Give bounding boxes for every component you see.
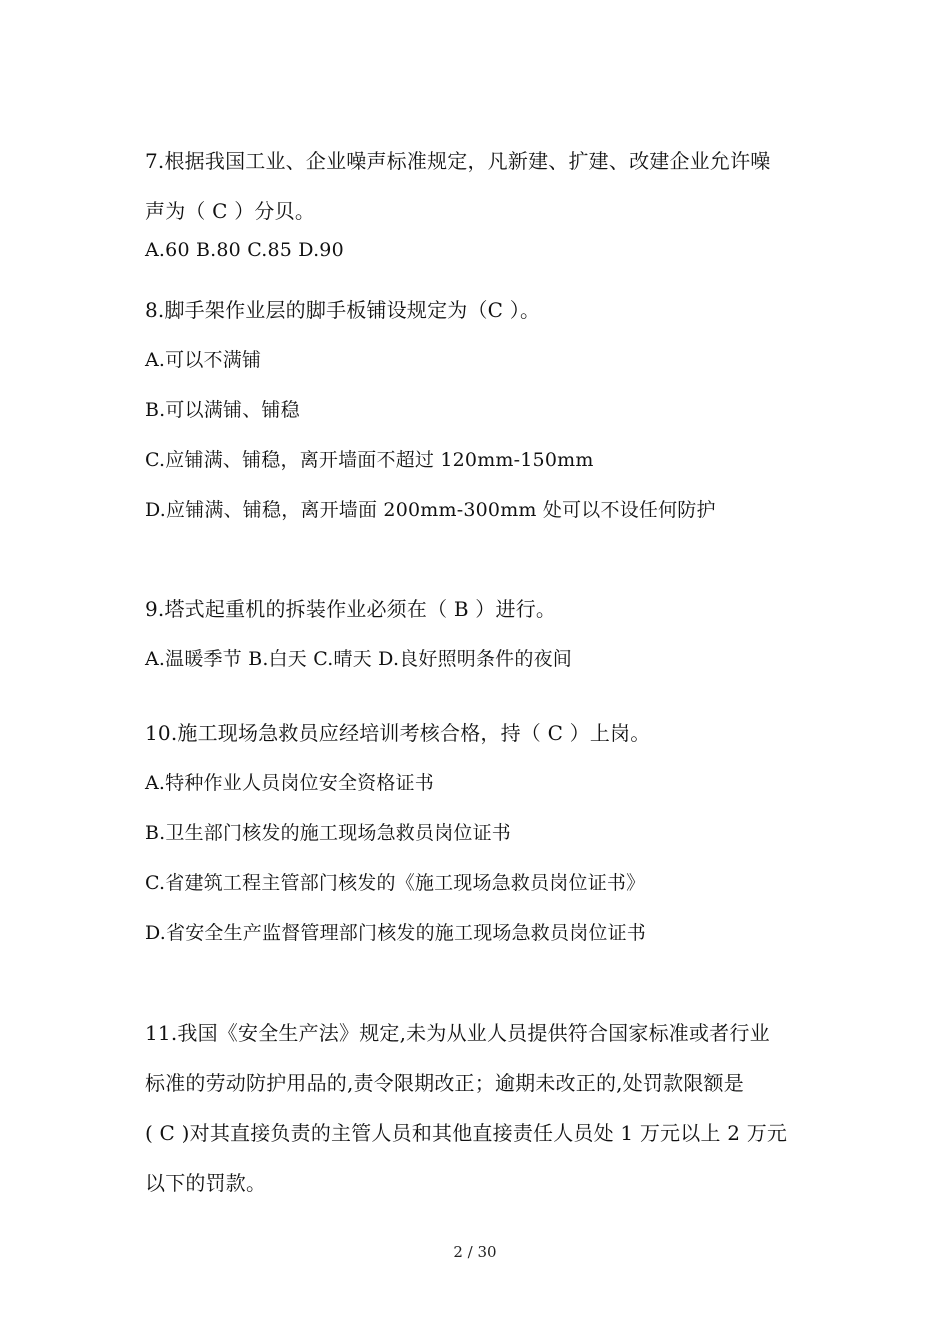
q10-option-b: B.卫生部门核发的施工现场急救员岗位证书 [145,822,512,844]
q10-stem: 10.施工现场急救员应经培训考核合格，持（ C ）上岗。 [145,721,651,745]
q8-stem: 8.脚手架作业层的脚手板铺设规定为（C ）。 [145,298,541,322]
q8-option-a: A.可以不满铺 [145,349,262,371]
q10-option-d: D.省安全生产监督管理部门核发的施工现场急救员岗位证书 [145,922,646,944]
q11-stem-line3: ( C )对其直接负责的主管人员和其他直接责任人员处 1 万元以上 2 万元 [145,1121,788,1145]
q8-option-c: C.应铺满、铺稳，离开墙面不超过 120mm-150mm [145,449,594,471]
q7-options: A.60 B.80 C.85 D.90 [145,239,344,261]
q11-stem-line2: 标准的劳动防护用品的,责令限期改正；逾期未改正的,处罚款限额是 [145,1071,744,1095]
q11-stem-line4: 以下的罚款。 [145,1171,267,1195]
page-number: 2 / 30 [453,1243,497,1261]
q8-option-d: D.应铺满、铺稳，离开墙面 200mm-300mm 处可以不设任何防护 [145,499,716,521]
q7-stem-line2: 声为（ C ）分贝。 [145,199,316,223]
q10-option-a: A.特种作业人员岗位安全资格证书 [145,772,434,794]
q9-options: A.温暖季节 B.白天 C.晴天 D.良好照明条件的夜间 [145,648,572,670]
q10-option-c: C.省建筑工程主管部门核发的《施工现场急救员岗位证书》 [145,872,646,894]
q7-stem-line1: 7.根据我国工业、企业噪声标准规定，凡新建、扩建、改建企业允许噪 [145,149,771,173]
q9-stem: 9.塔式起重机的拆装作业必须在（ B ）进行。 [145,597,557,621]
q8-option-b: B.可以满铺、铺稳 [145,399,300,421]
q11-stem-line1: 11.我国《安全生产法》规定,未为从业人员提供符合国家标准或者行业 [145,1021,770,1045]
